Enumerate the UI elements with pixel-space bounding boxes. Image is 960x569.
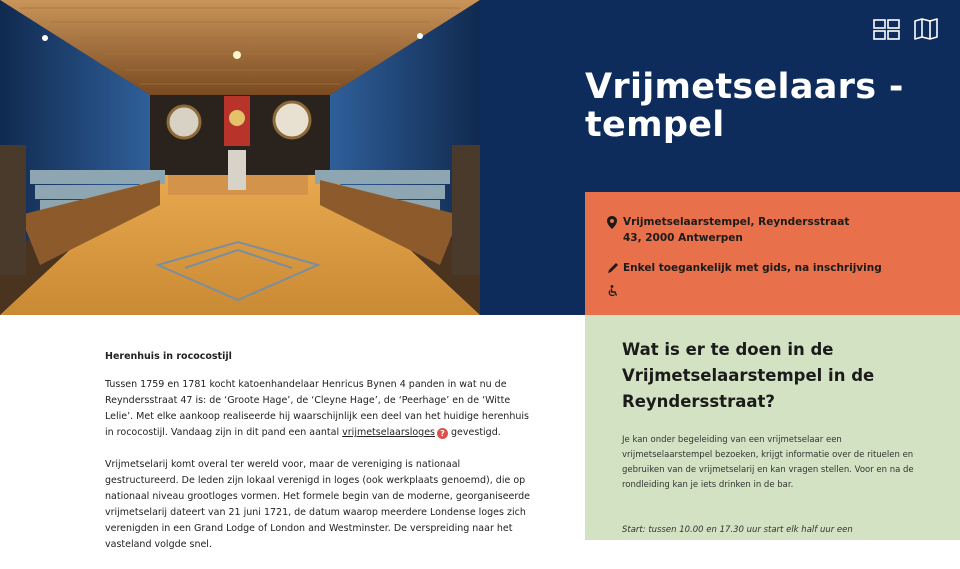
help-icon[interactable]: ? xyxy=(437,428,448,439)
address-row xyxy=(607,214,857,246)
article-paragraph: Vrijmetselarij komt overal ter wereld voor, maar de vereniging is nationaal gestructureerd. De leden zijn lokaal verenigd in loges (ook werkplaats genoemd), die op nationaal niveau grootloges vormen. Het formele begin van de moderne, georganiseerde vrijmetselarij dateert van 21 juni 1721, de datum waarop meerdere Londense loges zich verenigden in een Grand Lodge of London and Westminster. De verspreiding naar het vasteland volgde snel. xyxy=(105,459,531,550)
wheelchair-icon xyxy=(607,283,621,302)
info-box xyxy=(585,192,960,315)
page-title: Vrijmetselaars - tempel xyxy=(585,67,904,145)
guide-row xyxy=(607,260,907,279)
location-pin-icon xyxy=(607,214,621,234)
paragraph-end: gevestigd. xyxy=(451,427,501,438)
accessibility-row xyxy=(607,283,623,302)
pencil-icon xyxy=(607,260,621,279)
address-text: Vrijmetselaarstempel, Reyndersstraat 43, 2000 Antwerpen xyxy=(623,216,850,244)
view-toggles xyxy=(872,16,940,42)
sidebar-description: Je kan onder begeleiding van een vrijmetselaar een vrijmetselaarstempel bezoeken, krijgt informatie over de rituelen en gebruiken van de vrijmetselarij en kan vragen stellen. Voor en na de rondleiding kan je iets drinken in de bar. xyxy=(622,435,914,490)
article-body xyxy=(105,349,530,569)
article-heading: Herenhuis in rococostijl xyxy=(105,351,232,362)
activity-sidebar xyxy=(585,315,960,540)
sidebar-heading: Wat is er te doen in de Vrijmetselaarstempel in de Reyndersstraat? xyxy=(622,340,875,411)
guide-text: Enkel toegankelijk met gids, na inschrijving xyxy=(623,262,882,274)
temple-photo xyxy=(0,0,480,315)
paragraph-text: Tussen 1759 en 1781 kocht katoenhandelaar Henricus Bynen 4 panden in wat nu de Reyndersstraat 47 is: de ‘Groote Hage’, de ‘Cleyne Hage’, de ‘Peerhage’ en de ‘Witte Lelie’. Met elke aankoop realiseerde hij waarschijnlijk een deel van het huidige herenhuis in rococostijl. Vandaag zijn in dit pand een aantal xyxy=(105,379,529,438)
grid-view-icon[interactable] xyxy=(872,16,900,42)
lodges-link[interactable]: vrijmetselaarsloges xyxy=(342,427,435,438)
start-times: Start: tussen 10.00 en 17.30 uur start elk half uur een xyxy=(622,525,853,535)
map-icon[interactable] xyxy=(912,16,940,42)
article-paragraph xyxy=(105,377,530,441)
